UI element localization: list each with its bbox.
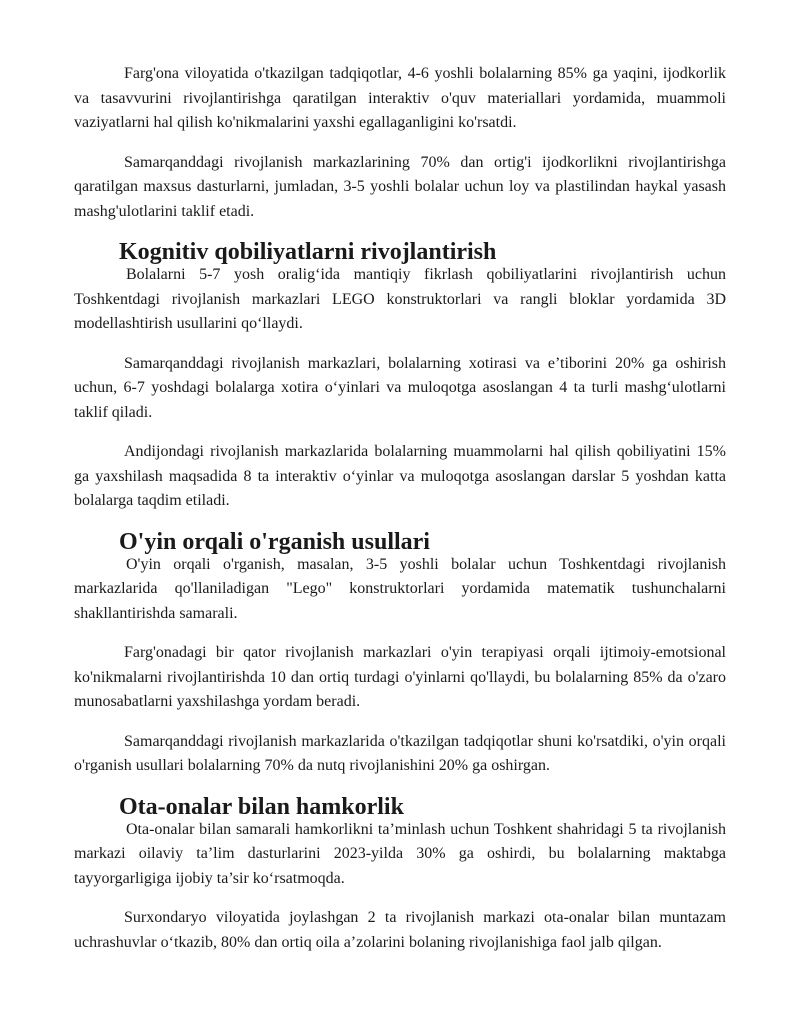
- section-heading-play-learning: O'yin orqali o'rganish usullari: [119, 528, 430, 555]
- paragraph-samarqand-memory: Samarqanddagi rivojlanish markazlari, bolalarning xotirasi va e’tiborini 20% ga oshirish uchun, 6-7 yoshdagi bolalarga xotira o‘yinlari va muloqotga asoslangan 4 ta turli mashg‘ulotlarni taklif qiladi.: [74, 354, 726, 421]
- document-page: [74, 62, 726, 955]
- paragraph-samarqand-creativity: Samarqanddagi rivojlanish markazlarining 70% dan ortig'i ijodkorlikni rivojlantirishga qaratilgan maxsus dasturlarni, jumladan, 3-5 yoshli bolalar uchun loy va plastilindan haykal yasash mashg'ulotlarini taklif etadi.: [74, 153, 726, 220]
- paragraph-surxondaryo-meetings: Surxondaryo viloyatida joylashgan 2 ta rivojlanish markazi ota-onalar bilan muntazam uchrashuvlar o‘tkazib, 80% dan ortiq oila a’zolarini bolaning rivojlanishiga faol jalb qilgan.: [74, 909, 726, 951]
- paragraph-toshkent-lego: Bolalarni 5-7 yosh oralig‘ida mantiqiy fikrlash qobiliyatlarini rivojlantirish uchun Toshkentdagi rivojlanish markazlari LEGO konstruktorlari va rangli bloklar yordamida 3D modellashtirish usullarini qo‘llaydi.: [74, 266, 726, 332]
- paragraph-toshkent-family-programs: Ota-onalar bilan samarali hamkorlikni ta’minlash uchun Toshkent shahridagi 5 ta rivojlanish markazi oilaviy ta’lim dasturlarini 2023-yilda 30% ga oshirdi, bu bolalarning maktabga tayyorgarligiga ijobiy ta’sir ko‘rsatmoqda.: [74, 820, 726, 887]
- paragraph-play-learning-lego: O'yin orqali o'rganish, masalan, 3-5 yoshli bolalar uchun Toshkentdagi rivojlanish markazlarida qo'llaniladigan "Lego" konstruktorlari yordamida matematik tushunchalarni shakllantirishda samarali.: [74, 555, 726, 622]
- paragraph-fargona-play-therapy: Farg'onadagi bir qator rivojlanish markazlari o'yin terapiyasi orqali ijtimoiy-emotsional ko'nikmalarni rivojlantirishda 10 dan ortiq turdagi o'yinlarni qo'llaydi, bu bolalarning 85% da o'zaro munosabatlarni yaxshilashga yordam beradi.: [74, 644, 726, 710]
- paragraph-andijon-problem-solving: Andijondagi rivojlanish markazlarida bolalarning muammolarni hal qilish qobiliyatini 15% ga yaxshilash maqsadida 8 ta interaktiv o‘yinlar va muloqotga asoslangan darslar 5 yoshdan katta bolalarga taqdim etiladi.: [74, 443, 726, 509]
- section-heading-cognitive: Kognitiv qobiliyatlarni rivojlantirish: [119, 239, 497, 265]
- section-heading-parents: Ota-onalar bilan hamkorlik: [119, 793, 404, 820]
- paragraph-fargona-research: Farg'ona viloyatida o'tkazilgan tadqiqotlar, 4-6 yoshli bolalarning 85% ga yaqini, ijodkorlik va tasavvurini rivojlantirishga qaratilgan interaktiv o'quv materiallari yordamida, muammoli vaziyatlarni hal qilish ko'nikmalarini yaxshi egallaganligini ko'rsatdi.: [74, 65, 726, 131]
- paragraph-samarqand-speech: Samarqanddagi rivojlanish markazlarida o'tkazilgan tadqiqotlar shuni ko'rsatdiki, o'yin orqali o'rganish usullari bolalarning 70% da nutq rivojlanishini 20% ga oshirgan.: [74, 732, 726, 774]
